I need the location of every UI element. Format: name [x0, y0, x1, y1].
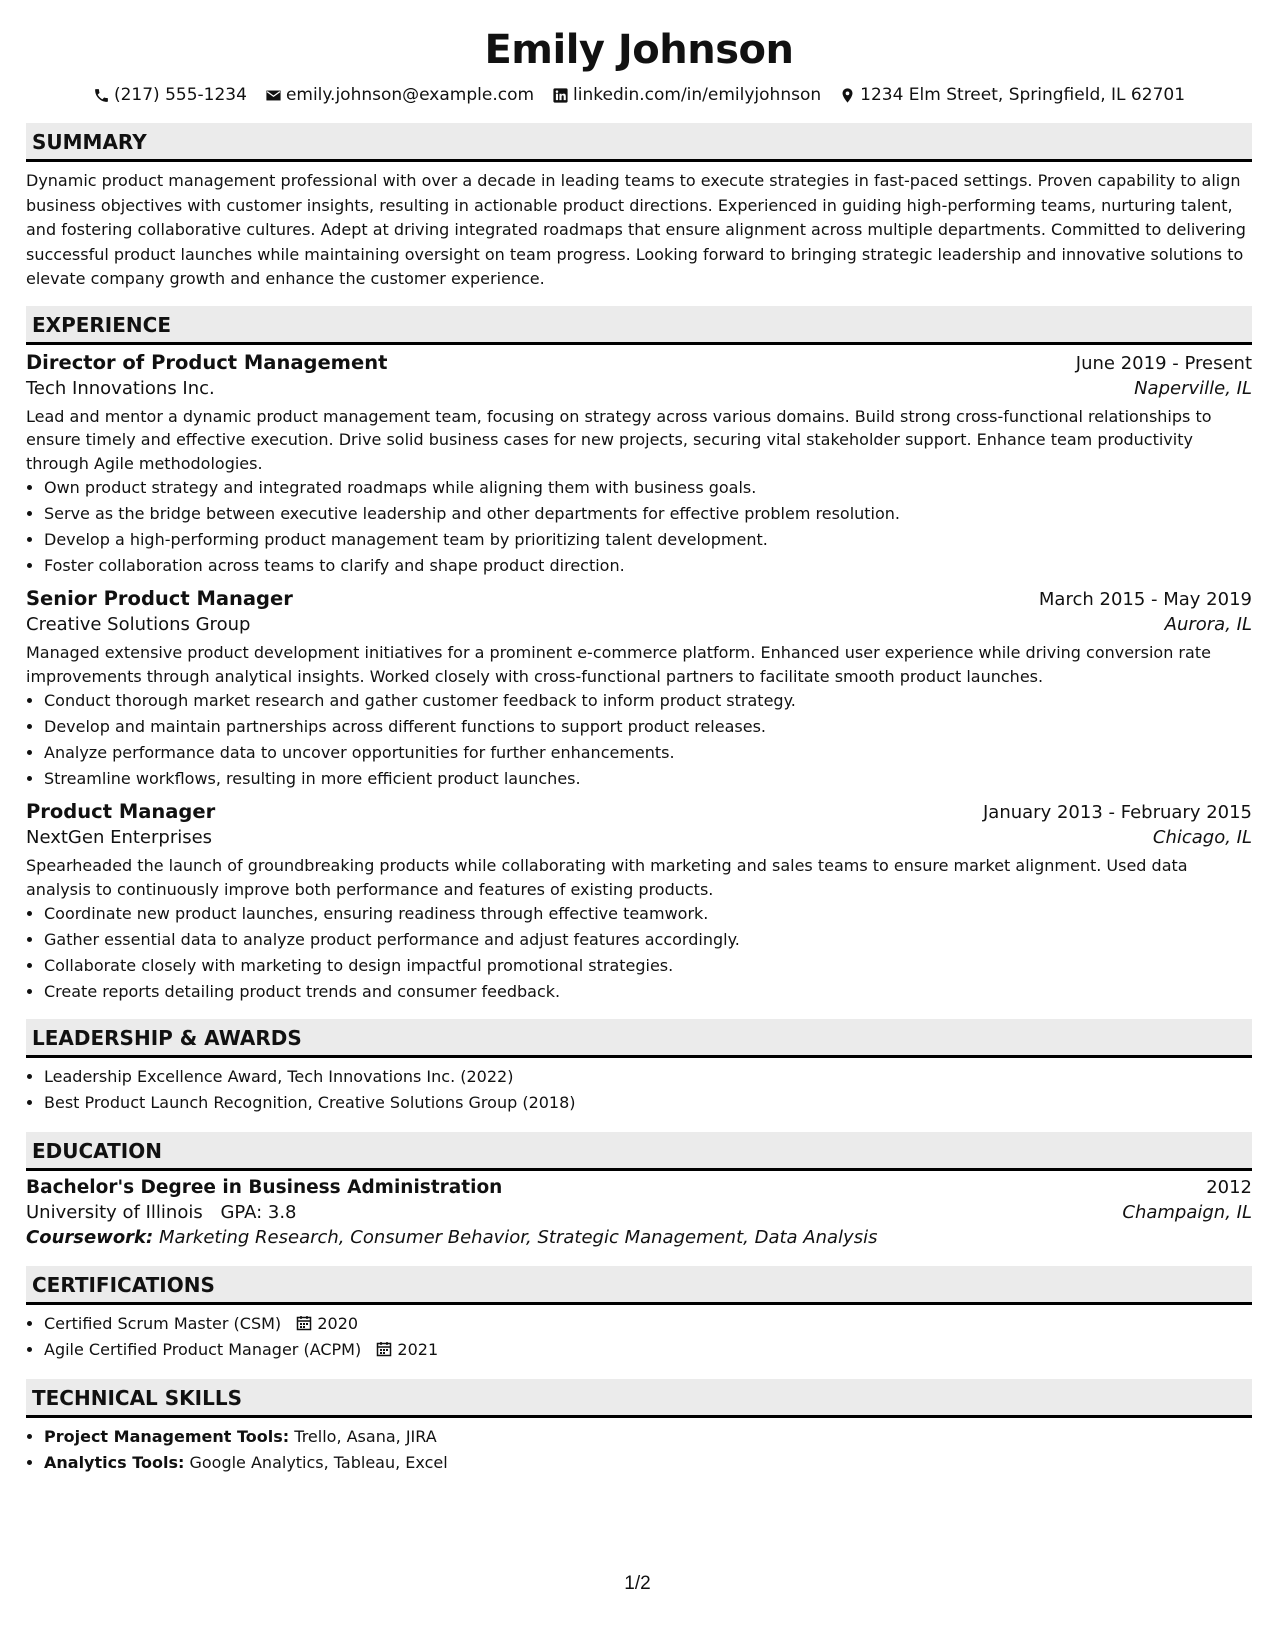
contact-phone[interactable]	[93, 85, 247, 105]
contact-linkedin[interactable]	[552, 85, 821, 105]
list-item	[44, 1424, 1252, 1450]
certification-year: 2021	[397, 1340, 439, 1359]
list-item	[44, 1450, 1252, 1476]
job-title-row	[26, 351, 1252, 374]
list-item: • Conduct thorough market research and gather customer feedback to inform product strategy.	[44, 688, 1252, 714]
list-item: • Collaborate closely with marketing to design impactful promotional strategies.	[44, 953, 1252, 979]
list-item: • Streamline workflows, resulting in more efficient product launches.	[44, 766, 1252, 792]
job-dates: June 2019 - Present	[1075, 352, 1252, 374]
awards-list	[26, 1064, 1252, 1116]
list-item: • Develop a high-performing product management team by prioritizing talent development.	[44, 527, 1252, 553]
education-degree-row	[26, 1177, 1252, 1198]
section-heading-education: EDUCATION	[26, 1132, 1252, 1171]
job-company-row	[26, 827, 1252, 848]
job-company: Tech Innovations Inc.	[26, 377, 215, 399]
job-company-row	[26, 378, 1252, 399]
linkedin-icon	[552, 87, 569, 104]
job-location: Aurora, IL	[1164, 614, 1252, 635]
coursework-label: Coursework:	[26, 1227, 154, 1248]
list-item	[44, 1337, 1252, 1363]
job-company: NextGen Enterprises	[26, 827, 213, 848]
skill-label: Analytics Tools:	[44, 1453, 185, 1472]
phone-text: (217) 555-1234	[113, 85, 247, 105]
certification-name: Agile Certified Product Manager (ACPM)	[44, 1340, 362, 1359]
job-location: Naperville, IL	[1134, 377, 1252, 399]
job-title: Senior Product Manager	[26, 587, 293, 610]
list-item: • Create reports detailing product trends and consumer feedback.	[44, 979, 1252, 1005]
job-entry	[26, 800, 1252, 1005]
candidate-name: Emily Johnson	[484, 27, 794, 73]
contact-email[interactable]	[265, 85, 534, 105]
job-title: Product Manager	[26, 800, 216, 823]
job-entry	[26, 587, 1252, 792]
contact-bar	[26, 82, 1252, 108]
contact-address	[839, 85, 1185, 105]
list-item: • Develop and maintain partnerships across different functions to support product releases.	[44, 714, 1252, 740]
section-heading-skills: TECHNICAL SKILLS	[26, 1379, 1252, 1418]
job-title-row	[26, 587, 1252, 610]
job-bullets	[26, 688, 1252, 792]
list-item: • Best Product Launch Recognition, Creative Solutions Group (2018)	[44, 1090, 1252, 1116]
certifications-list	[26, 1311, 1252, 1363]
skill-value: Trello, Asana, JIRA	[294, 1427, 437, 1446]
resume-page	[26, 0, 1252, 1476]
job-bullets	[26, 901, 1252, 1005]
list-item: • Leadership Excellence Award, Tech Innovations Inc. (2022)	[44, 1064, 1252, 1090]
job-description: Lead and mentor a dynamic product management team, focusing on strategy across various domains. Build strong cross-functional relationships to ensure timely and effective execution. Drive solid business cases for new projects, securing vital stakeholder support. Enhance team productivity through Agile methodologies.	[26, 406, 1212, 473]
gpa: GPA: 3.8	[220, 1202, 297, 1223]
phone-icon	[93, 87, 110, 104]
job-dates: March 2015 - May 2019	[1038, 589, 1252, 610]
list-item	[44, 1311, 1252, 1337]
job-location: Chicago, IL	[1152, 827, 1252, 848]
school-line	[26, 1202, 297, 1223]
certification-name: Certified Scrum Master (CSM)	[44, 1314, 282, 1333]
section-heading-certifications: CERTIFICATIONS	[26, 1266, 1252, 1305]
calendar-icon	[296, 1315, 312, 1331]
skill-value: Google Analytics, Tableau, Excel	[189, 1453, 448, 1472]
address-text: 1234 Elm Street, Springfield, IL 62701	[860, 85, 1186, 105]
education-school-row	[26, 1202, 1252, 1223]
section-heading-awards: LEADERSHIP & AWARDS	[26, 1019, 1252, 1058]
degree: Bachelor's Degree in Business Administration	[26, 1177, 503, 1198]
job-description: Managed extensive product development initiatives for a prominent e-commerce platform. Enhanced user experience while driving conversion rate improvements through analytical insights. Worked closely with cross-functional partners to facilitate smooth product launches.	[26, 643, 1211, 686]
map-pin-icon	[839, 87, 856, 104]
page-number: 1/2	[624, 1573, 651, 1594]
envelope-icon	[265, 87, 282, 104]
graduation-year: 2012	[1206, 1177, 1252, 1198]
job-entry	[26, 351, 1252, 580]
section-heading-experience: EXPERIENCE	[26, 306, 1252, 345]
education-location: Champaign, IL	[1122, 1202, 1252, 1223]
job-title: Director of Product Management	[26, 350, 388, 374]
linkedin-text: linkedin.com/in/emilyjohnson	[573, 85, 822, 105]
skill-label: Project Management Tools:	[44, 1427, 290, 1446]
job-dates: January 2013 - February 2015	[983, 802, 1252, 823]
job-title-row	[26, 800, 1252, 823]
email-text: emily.johnson@example.com	[285, 85, 535, 105]
skills-list	[26, 1424, 1252, 1476]
job-company-row	[26, 614, 1252, 635]
calendar-icon	[376, 1341, 392, 1357]
job-bullets	[26, 475, 1252, 579]
summary-text: Dynamic product management professional with over a decade in leading teams to execute strategies in fast-paced settings. Proven capability to align business objectives with customer insights, resulting in actionable product directions. Experienced in guiding high-performing teams, nurturing talent, and fostering collaborative cultures. Adept at driving integrated roadmaps that ensure alignment across multiple departments. Committed to delivering successful product launches while maintaining oversight on team progress. Looking forward to bringing strategic leadership and innovative solutions to elevate company growth and enhance the customer experience.	[26, 171, 1246, 288]
section-heading-summary: SUMMARY	[26, 123, 1252, 162]
list-item: • Serve as the bridge between executive leadership and other departments for effective problem resolution.	[44, 501, 1252, 527]
list-item: • Own product strategy and integrated roadmaps while aligning them with business goals.	[44, 475, 1252, 501]
school: University of Illinois	[26, 1202, 203, 1223]
list-item: • Analyze performance data to uncover opportunities for further enhancements.	[44, 740, 1252, 766]
coursework: Marketing Research, Consumer Behavior, Strategic Management, Data Analysis	[158, 1227, 878, 1248]
list-item: • Gather essential data to analyze product performance and adjust features accordingly.	[44, 927, 1252, 953]
education-entry	[26, 1177, 1252, 1248]
job-company: Creative Solutions Group	[26, 614, 251, 635]
list-item: • Coordinate new product launches, ensuring readiness through effective teamwork.	[44, 901, 1252, 927]
coursework-line	[26, 1227, 1252, 1248]
certification-year: 2020	[317, 1314, 359, 1333]
list-item: • Foster collaboration across teams to clarify and shape product direction.	[44, 553, 1252, 579]
job-description: Spearheaded the launch of groundbreaking products while collaborating with marketing and sales teams to ensure market alignment. Used data analysis to continuously improve both performance and features of existing products.	[26, 856, 1188, 899]
